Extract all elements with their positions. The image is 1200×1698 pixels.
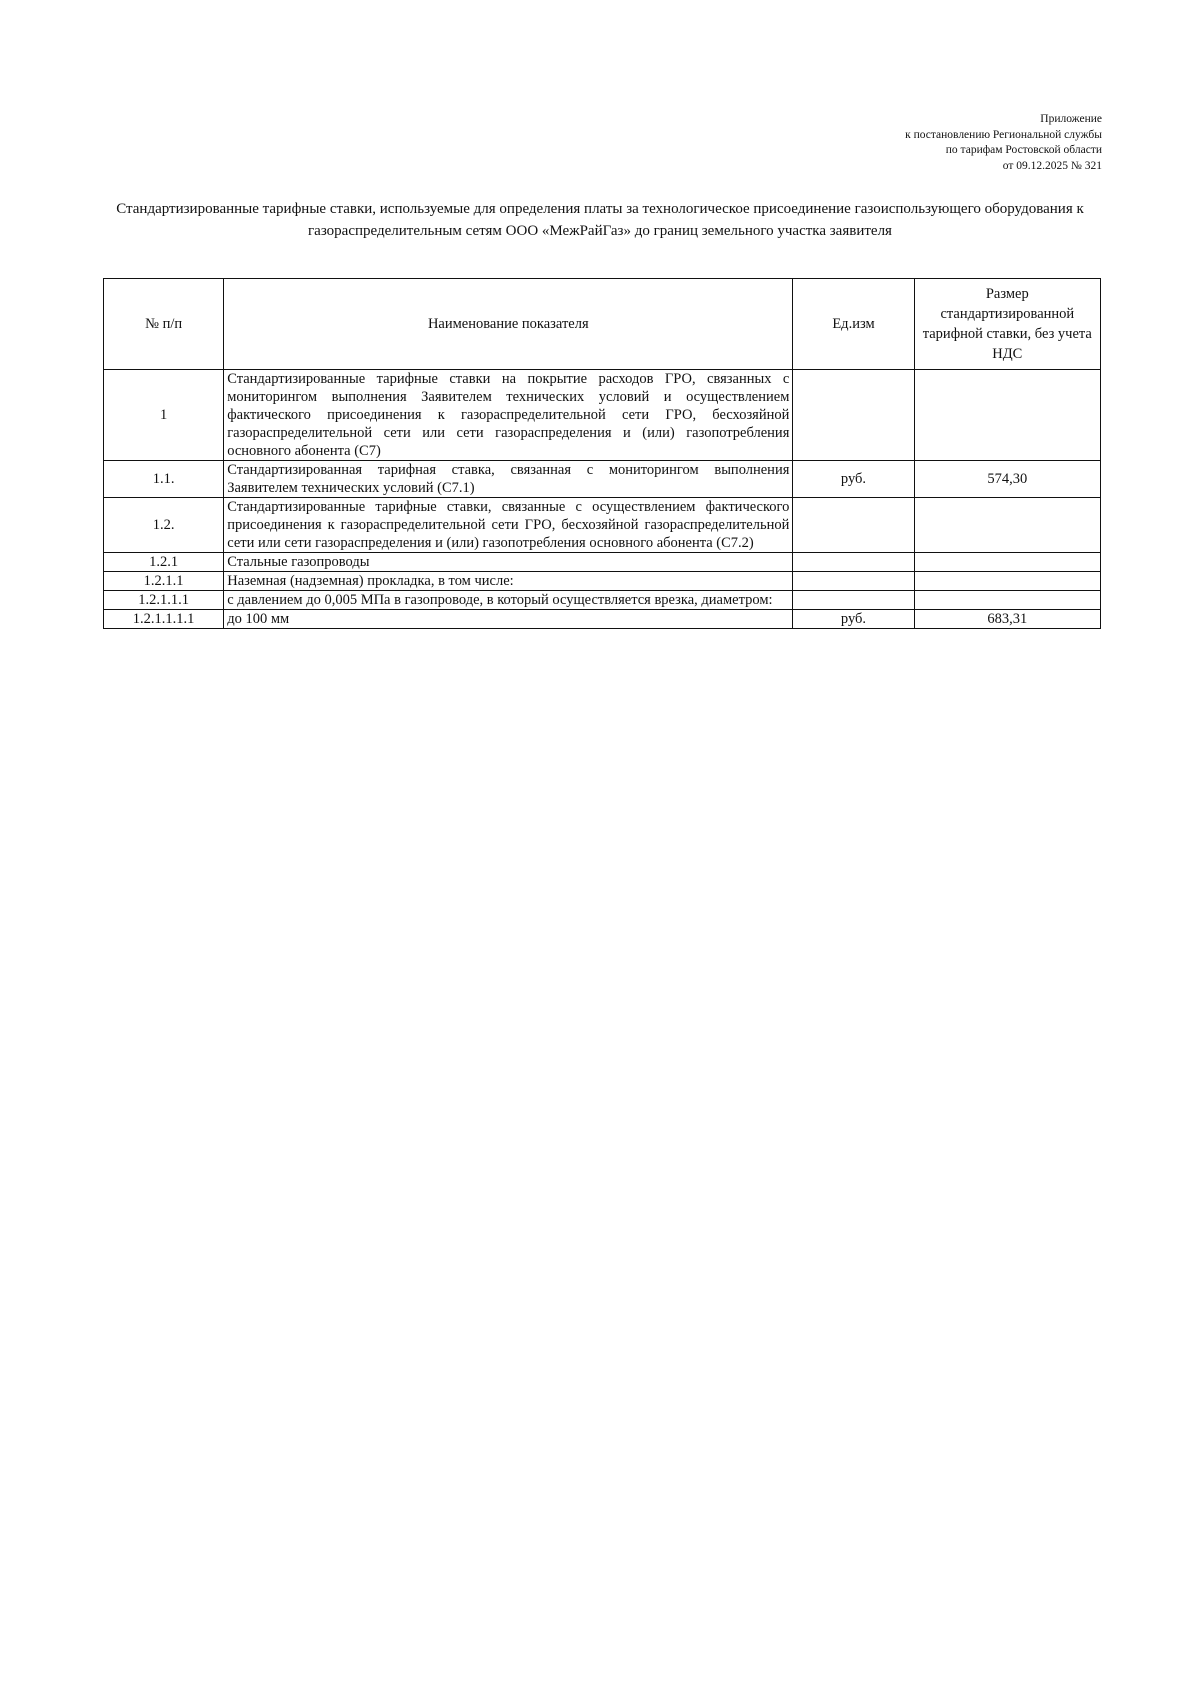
row-value: 574,30 [914, 461, 1100, 498]
row-unit [793, 572, 914, 591]
row-unit [793, 553, 914, 572]
row-name: Стандартизированные тарифные ставки, связанные с осуществлением фактического присоединения к газораспределительной сети ГРО, бесхозяйной газораспределительной сети или сети газораспределения и (или) газопотребления основного абонента (С7.2) [224, 498, 793, 553]
row-unit [793, 370, 914, 461]
appendix-line: от 09.12.2025 № 321 [1002, 159, 1102, 172]
table-row [104, 553, 1101, 572]
row-unit: руб. [793, 461, 914, 498]
row-num: 1 [104, 370, 224, 461]
row-num: 1.2. [104, 498, 224, 553]
row-name: Наземная (надземная) прокладка, в том числе: [224, 572, 793, 591]
header-value: Размер стандартизированной тарифной ставки, без учета НДС [914, 279, 1100, 370]
header-name: Наименование показателя [224, 279, 793, 370]
table-row [104, 370, 1101, 461]
table-header-row [104, 279, 1101, 370]
row-value [914, 553, 1100, 572]
appendix-header [905, 112, 1102, 174]
row-num: 1.2.1 [104, 553, 224, 572]
appendix-line: по тарифам Ростовской области [945, 144, 1102, 156]
table-row [104, 610, 1101, 629]
tariff-rates-table [103, 278, 1101, 629]
row-value [914, 572, 1100, 591]
row-value [914, 498, 1100, 553]
table-row [104, 591, 1101, 610]
row-num: 1.2.1.1 [104, 572, 224, 591]
header-num: № п/п [104, 279, 224, 370]
row-unit [793, 498, 914, 553]
table-row [104, 498, 1101, 553]
row-name: с давлением до 0,005 МПа в газопроводе, в который осуществляется врезка, диаметром: [224, 591, 793, 610]
header-unit: Ед.изм [793, 279, 914, 370]
row-name: Стандартизированная тарифная ставка, связанная с мониторингом выполнения Заявителем технических условий (С7.1) [224, 461, 793, 498]
row-unit [793, 591, 914, 610]
row-num: 1.2.1.1.1 [104, 591, 224, 610]
row-name: Стандартизированные тарифные ставки на покрытие расходов ГРО, связанных с мониторингом выполнения Заявителем технических условий и осуществлением фактического присоединения к газораспределительной сети ГРО, бесхозяйной газораспределительной сети или сети газораспределения и (или) газопотребления основного абонента (С7) [224, 370, 793, 461]
table-row [104, 572, 1101, 591]
row-value [914, 370, 1100, 461]
row-num: 1.1. [104, 461, 224, 498]
row-value [914, 591, 1100, 610]
table-row [104, 461, 1101, 498]
row-value: 683,31 [914, 610, 1100, 629]
appendix-line: к постановлению Региональной службы [905, 128, 1102, 141]
appendix-line: Приложение [1040, 113, 1102, 125]
row-name: до 100 мм [224, 610, 793, 629]
row-unit: руб. [793, 610, 914, 629]
row-num: 1.2.1.1.1.1 [104, 610, 224, 629]
document-title: Стандартизированные тарифные ставки, используемые для определения платы за технологическое присоединение газоиспользующего оборудования к газораспределительным сетям ООО «МежРайГаз» до границ земельного участка заявителя [116, 201, 1084, 239]
row-name: Стальные газопроводы [224, 553, 793, 572]
